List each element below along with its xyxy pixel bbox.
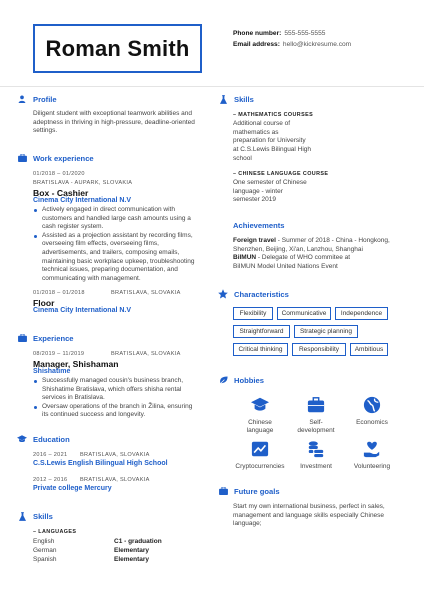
profile-line: Diligent student with exceptional teamwork abilities and <box>33 110 192 117</box>
list-item: Assisted as a projection assistant by recording films, overseeing film effects, overseeing films, advertisements, and trailers, composing emails, maintaining basic workplace upkeep, troubleshooting technical issues, preparing documentation, and communicating with management. <box>33 232 213 284</box>
graduation-cap-icon <box>251 396 269 414</box>
exp-bullets <box>33 377 213 420</box>
trait-chip: Critical thinking <box>233 343 288 356</box>
language-level: Elementary <box>114 547 150 554</box>
skills-title: Skills <box>33 511 53 521</box>
heart-hand-icon <box>363 440 381 458</box>
edu1-date: 2016 – 2021 <box>33 452 68 458</box>
hobby-chinese: Chinese language <box>230 396 290 435</box>
edu1-location: BRATISLAVA, SLOVAKIA <box>80 452 150 458</box>
trait-chip: Responsibility <box>292 343 346 356</box>
language-levels <box>114 537 162 564</box>
job2-date: 01/2018 – 01/2018 <box>33 290 85 296</box>
trait-chip: Straightforward <box>233 325 290 338</box>
work-title: Work experience <box>33 153 94 163</box>
coins-icon <box>307 440 325 458</box>
job2-title: Floor <box>33 298 55 308</box>
profile-title: Profile <box>33 94 57 104</box>
chinese-subtitle: – CHINESE LANGUAGE COURSE <box>233 171 329 177</box>
trait-chip: Strategic planning <box>294 325 358 338</box>
education-heading <box>17 434 70 444</box>
hobby-economics: Economics <box>342 396 402 427</box>
job2-company: Cinema City International N.V <box>33 307 132 314</box>
hobby-self-development: Self- development <box>286 396 346 435</box>
profile-line: settings. <box>33 127 58 135</box>
briefcase-icon <box>218 486 228 496</box>
edu1-school: C.S.Lewis English Bilingual High School <box>33 460 168 467</box>
job1-location: BRATISLAVA - AUPARK, SLOVAKIA <box>33 180 133 186</box>
language-name: Spanish <box>33 556 57 563</box>
edu2-date: 2012 – 2016 <box>33 477 68 483</box>
achievements-heading <box>233 221 285 230</box>
briefcase-icon <box>307 396 325 414</box>
contact-info <box>233 28 351 50</box>
exp-date: 08/2019 – 11/2019 <box>33 351 85 357</box>
achievements-text: Foreign travel - Summer of 2018 - China - Hongkong, Shenzhen, Beijing, Xi'an, Lanzhou, Shanghai BiIMUN - Delegate of WHO commitee at BiIMUN Model United Nations Event <box>233 237 390 271</box>
list-item: Successfully managed cousin's business branch, Shishatime Bratislava, which offers shisha rental services in Bratislava. <box>33 377 213 403</box>
exp-title: Manager, Shishaman <box>33 359 119 369</box>
edu2-school: Private college Mercury <box>33 485 112 492</box>
exp-location: BRATISLAVA, SLOVAKIA <box>111 351 181 357</box>
hobby-volunteering: Volunteering <box>342 440 402 471</box>
leaf-icon <box>218 375 228 385</box>
chart-line-icon <box>251 440 269 458</box>
briefcase-icon <box>17 333 27 343</box>
hobbies-heading <box>218 375 264 385</box>
flask-icon <box>17 511 27 521</box>
experience-title: Experience <box>33 333 74 343</box>
briefcase-icon <box>17 153 27 163</box>
email-label: Email address: <box>233 41 280 48</box>
language-level: Elementary <box>114 556 150 563</box>
exp-company: Shishatime <box>33 368 71 375</box>
skills-heading-left <box>17 511 53 521</box>
hobby-crypto: Cryptocurrencies <box>230 440 290 471</box>
language-name: German <box>33 547 57 554</box>
job1-company: Cinema City International N.V <box>33 197 132 204</box>
star-icon <box>218 289 228 299</box>
person-icon <box>17 94 27 104</box>
header-divider <box>0 86 424 87</box>
experience-heading <box>17 333 74 343</box>
hobbies-title: Hobbies <box>234 375 264 385</box>
languages-subtitle: – LANGUAGES <box>33 529 77 535</box>
math-subtitle: – MATHEMATICS COURSES <box>233 112 314 118</box>
characteristics-heading <box>218 289 289 299</box>
achievements-title: Achievements <box>233 221 285 230</box>
chinese-text: One semester of Chinese language - winter semester 2019 <box>233 179 307 204</box>
education-title: Education <box>33 434 70 444</box>
language-names <box>33 537 57 564</box>
trait-chip: Flexibility <box>233 307 273 320</box>
work-heading <box>17 153 94 163</box>
graduation-cap-icon <box>17 434 27 444</box>
globe-icon <box>363 396 381 414</box>
job1-title: Box - Cashier <box>33 188 89 198</box>
characteristics-title: Characteristics <box>234 289 289 299</box>
job1-date: 01/2018 – 01/2020 <box>33 171 85 177</box>
trait-chip: Independence <box>335 307 388 320</box>
profile-line: adeptness in thriving in high-pressure, deadline-oriented <box>33 118 195 126</box>
skills-title: Skills <box>234 94 254 104</box>
phone-value: 555-555-5555 <box>284 30 326 37</box>
flask-icon <box>218 94 228 104</box>
hobby-investment: Investment <box>286 440 346 471</box>
list-item: Oversaw operations of the branch in Žilina, ensuring its continued success and longevity. <box>33 403 213 420</box>
phone-label: Phone number: <box>233 30 282 37</box>
candidate-name: Roman Smith <box>45 35 190 61</box>
trait-chip: Ambitious <box>350 343 388 356</box>
goals-heading <box>218 486 280 496</box>
edu2-location: BRATISLAVA, SLOVAKIA <box>80 477 150 483</box>
goals-title: Future goals <box>234 486 280 496</box>
math-text: Additional course of mathematics as preparation for University at C.S.Lewis Bilingual High school <box>233 120 312 162</box>
email-value: hello@kickresume.com <box>282 41 352 48</box>
trait-chip: Communicative <box>277 307 331 320</box>
profile-text <box>33 110 195 136</box>
goals-text: Start my own international business, perfect in sales, management and language skills especially Chinese language; <box>233 503 385 528</box>
job1-bullets <box>33 206 213 283</box>
list-item: Actively engaged in direct communication with customers and handled large cash amounts using a cash register system. <box>33 206 213 232</box>
name-box <box>33 24 202 73</box>
language-level: C1 - graduation <box>114 538 162 545</box>
profile-heading <box>17 94 57 104</box>
skills-heading-right <box>218 94 254 104</box>
language-name: English <box>33 538 55 545</box>
job2-location: BRATISLAVA, SLOVAKIA <box>111 290 181 296</box>
